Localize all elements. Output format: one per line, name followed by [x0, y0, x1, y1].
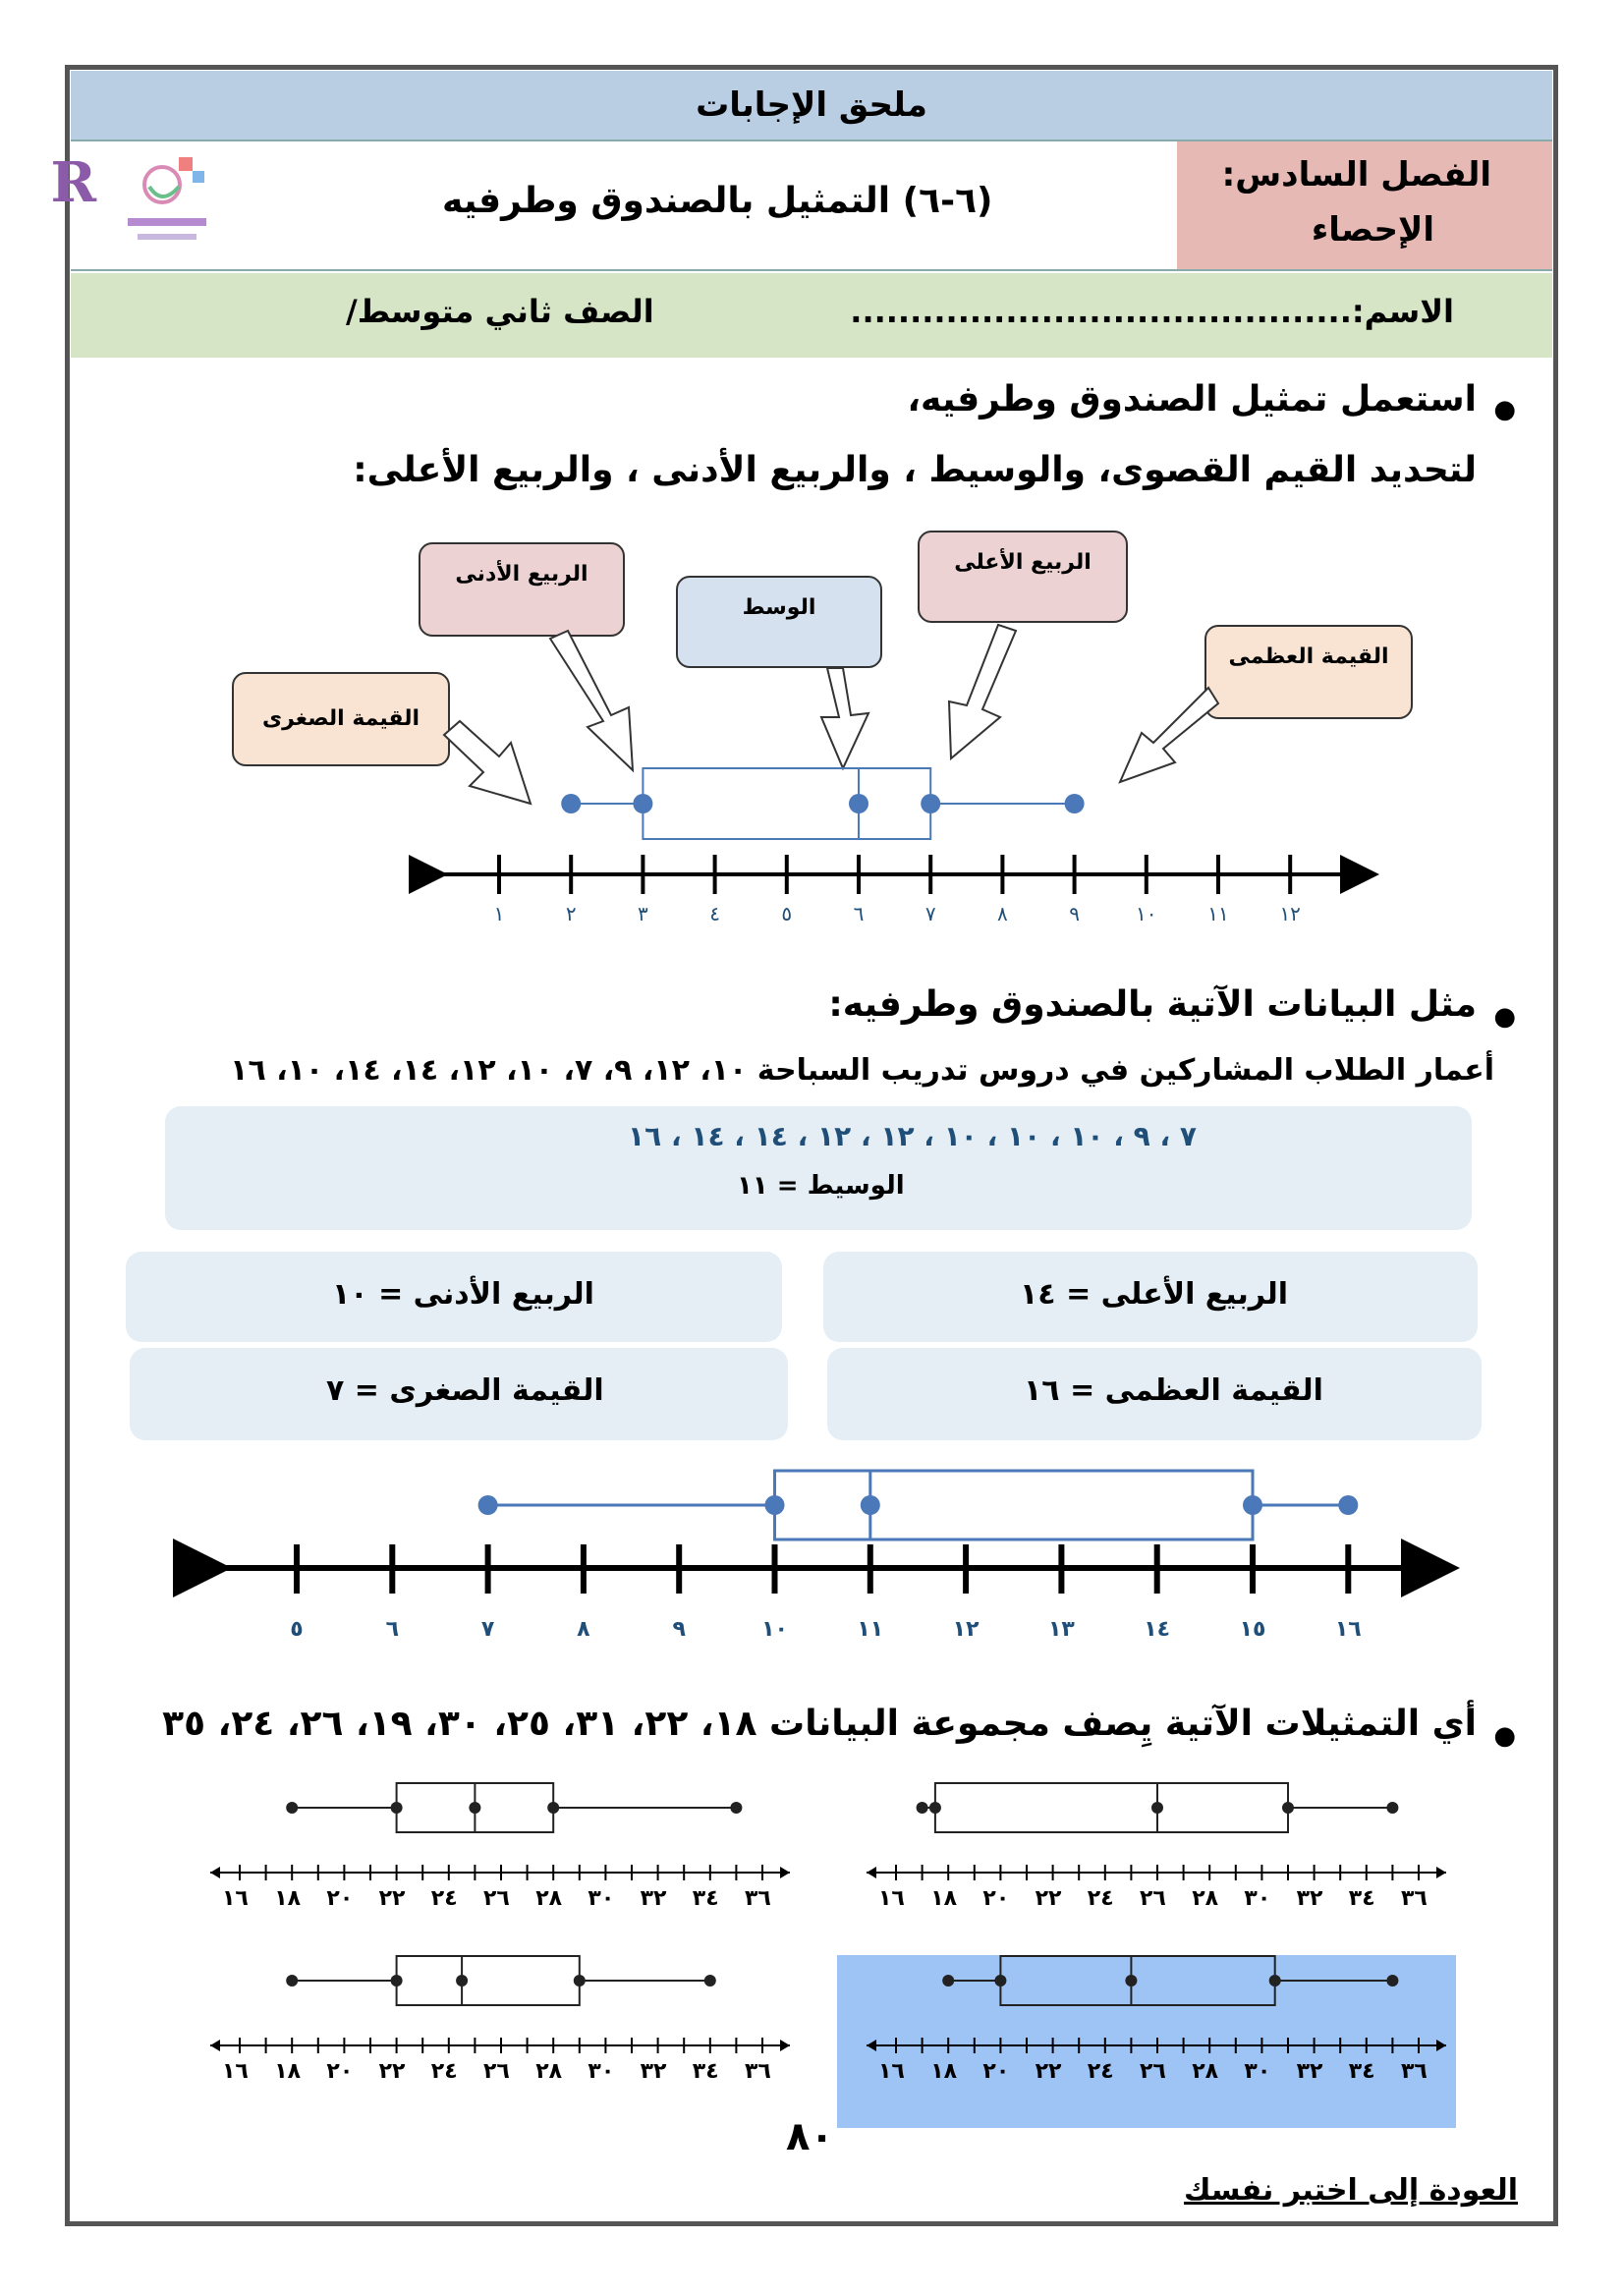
point-median [849, 794, 868, 813]
option-tick-label: ٢٦ [483, 2059, 510, 2084]
option-tick-label: ٢٤ [1087, 1886, 1114, 1911]
bullet-icon: ● [1493, 395, 1516, 424]
point-q3 [921, 794, 940, 813]
point-q3 [547, 1802, 559, 1814]
option-tick-label: ٢٠ [326, 2059, 354, 2084]
option-tick-label: ٢٤ [430, 2059, 458, 2084]
option-tick-label: ٣٢ [1296, 1886, 1323, 1911]
q2-tick-label: ١٦ [1334, 1617, 1362, 1642]
option-tick-label: ٣٦ [1401, 2059, 1428, 2084]
point-median [1125, 1975, 1137, 1987]
point-min [478, 1495, 498, 1515]
point-min [942, 1975, 954, 1987]
point-q1 [929, 1802, 941, 1814]
point-max [1065, 794, 1085, 813]
point-max [730, 1802, 742, 1814]
option-tick-label: ٢٤ [430, 1886, 458, 1911]
callout-lower-quartile: الربيع الأدنى [419, 542, 625, 637]
q1-tick-label: ٢ [565, 902, 577, 925]
option-tick-label: ٣٤ [1348, 1886, 1375, 1911]
q2-tick-label: ١٣ [1047, 1617, 1075, 1642]
axis-arrow-right [780, 1867, 790, 1878]
q1-plot [0, 0, 1624, 1081]
option-tick-label: ٣٢ [640, 2059, 667, 2084]
q1-tick-label: ١ [493, 902, 505, 925]
q1-tick-label: ١٢ [1279, 902, 1301, 925]
point-q1 [391, 1802, 403, 1814]
callout-max: القيمة العظمى [1204, 625, 1413, 719]
q2-plot [0, 1434, 1624, 1611]
sorted-data-box [165, 1106, 1472, 1230]
upper-quartile-box [823, 1252, 1478, 1342]
box [775, 1471, 1254, 1539]
point-min [286, 1975, 298, 1987]
option-tick-label: ٢٨ [535, 1886, 563, 1911]
option-tick-label: ١٦ [222, 1886, 249, 1911]
sorted-data: ٧ ، ٩ ، ١٠ ، ١٠ ، ١٠ ، ١٢ ، ١٢ ، ١٤ ، ١٤ ، ١٦ [628, 1120, 1197, 1152]
q1-line1: استعمل تمثيل الصندوق وطرفيه، [907, 379, 1477, 420]
axis-arrow-left [210, 2040, 220, 2051]
point-q3 [1282, 1802, 1294, 1814]
back-link[interactable]: العودة إلى اختبر نفسك [1183, 2173, 1518, 2208]
q2-tick-label: ١١ [857, 1617, 884, 1642]
point-max [704, 1975, 716, 1987]
q2-tick-label: ١٢ [952, 1617, 980, 1642]
option-tick-label: ٣٦ [745, 2059, 771, 2084]
max-value-answer: القيمة العظمى = ١٦ [1024, 1373, 1323, 1408]
max-value-box [827, 1348, 1482, 1440]
lower-quartile-answer: الربيع الأدنى = ١٠ [332, 1277, 594, 1312]
point-median [456, 1975, 468, 1987]
axis-arrow-right [780, 2040, 790, 2051]
bullet-icon: ● [1493, 1721, 1516, 1751]
lesson-title: (٦-٦) التمثيل بالصندوق وطرفيه [442, 181, 993, 221]
point-q1 [633, 794, 652, 813]
point-q3 [1243, 1495, 1262, 1515]
q2-tick-label: ٧ [480, 1617, 495, 1642]
option-tick-label: ١٨ [930, 2059, 958, 2084]
callout-min: القيمة الصغرى [232, 672, 450, 766]
option-tick-label: ٢٤ [1087, 2059, 1114, 2084]
option-tick-label: ٣٢ [640, 1886, 667, 1911]
axis-arrow-left [867, 2040, 876, 2051]
point-q1 [994, 1975, 1006, 1987]
appendix-title: ملحق الإجابات [696, 85, 927, 125]
point-median [1151, 1802, 1163, 1814]
q2-tick-label: ١٠ [761, 1617, 788, 1642]
axis-arrow-left [867, 1867, 876, 1878]
min-value-answer: القيمة الصغرى = ٧ [326, 1373, 604, 1408]
point-max [1386, 1802, 1398, 1814]
min-value-box [130, 1348, 788, 1440]
box [643, 768, 930, 839]
option-tick-label: ٣٠ [1244, 2059, 1271, 2084]
q1-line2: لتحديد القيم القصوى، والوسيط ، والربيع الأدنى ، والربيع الأعلى: [353, 450, 1477, 490]
axis-arrow-right [1436, 1867, 1446, 1878]
option-tick-label: ٣٠ [588, 2059, 615, 2084]
option-tick-label: ٢٢ [1035, 1886, 1062, 1911]
point-q1 [765, 1495, 785, 1515]
q2-tick-label: ١٥ [1239, 1617, 1266, 1642]
option-tick-label: ٢٨ [1192, 1886, 1219, 1911]
option-tick-label: ٢٨ [535, 2059, 563, 2084]
point-max [1338, 1495, 1358, 1515]
q1-tick-label: ٩ [1069, 902, 1080, 925]
axis-arrow-left [210, 1867, 220, 1878]
chapter-subject: الإحصاء [1311, 210, 1434, 250]
option-tick-label: ٣٠ [1244, 1886, 1271, 1911]
option-tick-label: ٣٤ [692, 2059, 719, 2084]
point-q3 [574, 1975, 586, 1987]
option-tick-label: ٢٢ [378, 1886, 406, 1911]
callout-upper-quartile: الربيع الأعلى [918, 531, 1128, 623]
arrow-to-max [1120, 688, 1218, 782]
point-median [861, 1495, 880, 1515]
option-plot-4 [210, 1956, 790, 2053]
q2-tick-label: ٨ [577, 1617, 590, 1642]
option-tick-label: ١٨ [274, 1886, 302, 1911]
option-tick-label: ٢٨ [1192, 2059, 1219, 2084]
option-tick-label: ٣٦ [1401, 1886, 1428, 1911]
q2-line1: مثل البيانات الآتية بالصندوق وطرفيه: [828, 984, 1477, 1025]
option-plot-3 [867, 1956, 1446, 2053]
q1-tick-label: ١٠ [1136, 902, 1157, 925]
q2-tick-label: ٩ [672, 1617, 686, 1642]
callout-median: الوسط [676, 576, 882, 668]
option-tick-label: ٢٠ [982, 1886, 1010, 1911]
point-min [917, 1802, 928, 1814]
option-tick-label: ١٦ [878, 2059, 905, 2084]
option-tick-label: ٢٢ [1035, 2059, 1062, 2084]
option-tick-label: ١٦ [222, 2059, 249, 2084]
point-min [561, 794, 581, 813]
box [1000, 1956, 1274, 2005]
q2-tick-label: ٦ [385, 1617, 400, 1642]
option-tick-label: ٣٦ [745, 1886, 771, 1911]
point-q1 [391, 1975, 403, 1987]
q1-tick-label: ١١ [1207, 902, 1229, 925]
option-plot-1 [867, 1783, 1446, 1880]
bullet-icon: ● [1493, 1002, 1516, 1032]
svg-text:R: R [50, 150, 96, 215]
point-q3 [1269, 1975, 1281, 1987]
option-tick-label: ٢٢ [378, 2059, 406, 2084]
lower-quartile-box [126, 1252, 782, 1342]
option-tick-label: ١٦ [878, 1886, 905, 1911]
arrow-to-median [821, 668, 868, 768]
q2-tick-label: ١٤ [1144, 1617, 1171, 1642]
name-field[interactable]: الاسم:.......................................... [850, 293, 1454, 330]
median-answer: الوسيط = ١١ [737, 1171, 905, 1201]
point-median [469, 1802, 480, 1814]
option-tick-label: ١٨ [930, 1886, 958, 1911]
page-number: ٨٠ [786, 2114, 834, 2159]
q1-tick-label: ٥ [781, 902, 793, 925]
arrow-to-upper-quartile [949, 625, 1016, 758]
option-tick-label: ٣٤ [1348, 2059, 1375, 2084]
option-tick-label: ٢٠ [982, 2059, 1010, 2084]
option-tick-label: ٣٠ [588, 1886, 615, 1911]
option-tick-label: ٢٠ [326, 1886, 354, 1911]
q1-tick-label: ٨ [997, 902, 1008, 925]
q1-tick-label: ٦ [853, 902, 865, 925]
q1-tick-label: ٤ [709, 902, 720, 925]
q1-tick-label: ٣ [638, 902, 648, 925]
option-tick-label: ٢٦ [483, 1886, 510, 1911]
option-tick-label: ١٨ [274, 2059, 302, 2084]
option-plot-2 [210, 1783, 790, 1880]
option-tick-label: ٣٤ [692, 1886, 719, 1911]
point-max [1386, 1975, 1398, 1987]
box [935, 1783, 1288, 1832]
q1-tick-label: ٧ [924, 902, 936, 925]
q3-line1: أي التمثيلات الآتية يِصف مجموعة البيانات ١٨، ٢٢، ٣١، ٢٥، ٣٠، ١٩، ٢٦، ٢٤، ٣٥ [162, 1704, 1477, 1744]
option-tick-label: ٢٦ [1140, 2059, 1166, 2084]
point-min [286, 1802, 298, 1814]
q2-line2: أعمار الطلاب المشاركين في دروس تدريب السباحة ١٠، ١٢، ٩، ٧، ١٠، ١٢، ١٤، ١٤، ١٠، ١٦ [230, 1053, 1494, 1088]
arrow-to-lower-quartile [550, 631, 633, 770]
axis-arrow-right [1436, 2040, 1446, 2051]
arrow-to-min [444, 721, 531, 804]
box [397, 1956, 580, 2005]
option-tick-label: ٢٦ [1140, 1886, 1166, 1911]
grade-label: الصف ثاني متوسط/ [346, 293, 654, 330]
option-tick-label: ٣٢ [1296, 2059, 1323, 2084]
q2-tick-label: ٥ [290, 1617, 304, 1642]
upper-quartile-answer: الربيع الأعلى = ١٤ [1020, 1277, 1289, 1312]
chapter-title: الفصل السادس: [1221, 155, 1491, 195]
